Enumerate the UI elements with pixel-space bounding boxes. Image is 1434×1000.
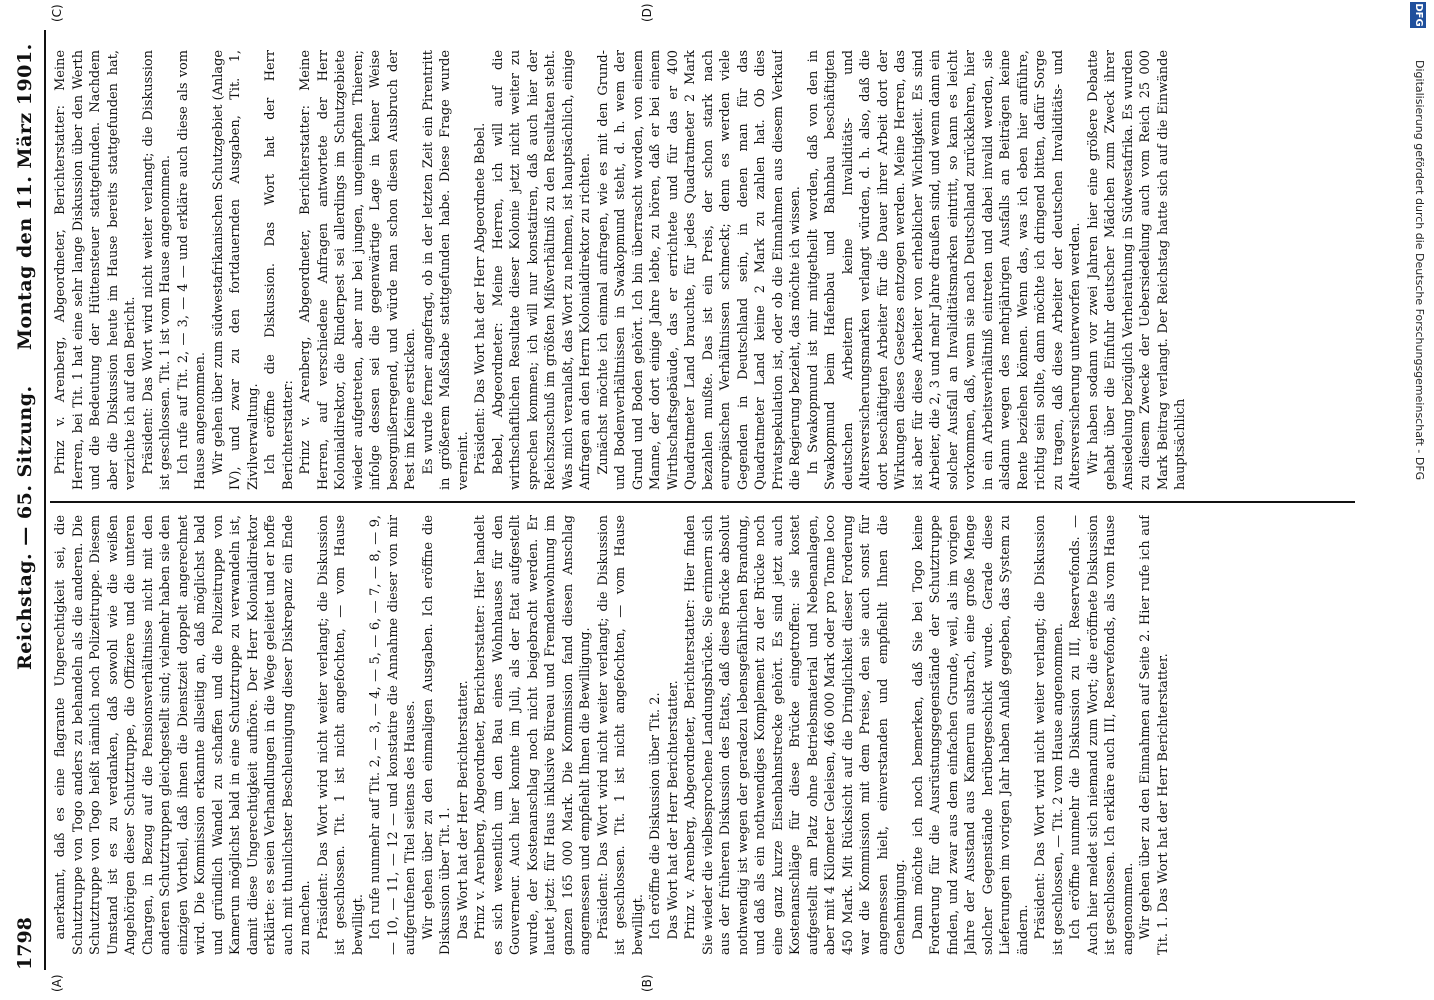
paragraph: Ich rufe nunmehr auf Tit. 2, — 3, — 4, — 5, — 6, — 7, — 8, — 9, — 10, — 11, — 12 — und konstatire die Annahme dieser von mir aufgerufenen Titel seitens des Hauses. xyxy=(368,515,418,955)
digitization-credit xyxy=(1404,0,1434,1000)
paragraph: Prinz v. Arenberg, Abgeordneter, Berichterstatter: Meine Herren, auf verschiedene Anfragen antwortete der Herr Kolonialdirektor, die Rinderpest sei allerdings im Schutzgebiete wieder aufgetreten, aber nur bei jungen, ungeimpften Thieren; infolge dessen sei die gegenwärtige Lage in keiner Weise besorgnißerregend, und würde man schon diesen Ausbruch der Pest im Keime ersticken. xyxy=(298,50,418,490)
paragraph: In Swakopmund ist mir mitgetheilt worden, daß von den in Swakopmund beim Hafenbau und Bahnbau beschäftigten deutschen Arbeitern keine Invaliditäts- und Altersversicherungsmarken verlangt würden, d. h. also, daß die dort beschäftigten Arbeiter für die Dauer ihrer Arbeit dort der Wirkungen dieses Gesetzes entzogen werden. Meine Herren, das ist aber für diese Arbeiter von erheblicher Wichtigkeit. Es sind Arbeiter, die 2, 3 und mehr Jahre draußen sind, und wenn dann ein solcher Ausfall an Invaliditätsmarken eintritt, so kann es leicht vorkommen, daß, wenn sie nach Deutschland zurückkehren, hier in ein Arbeitsverhältniß eintreten und dabei invalid werden, sie alsdann wegen des mehrjährigen Ausfalls an Beiträgen keine Rente beziehen können. Wenn das, was ich eben hier anführe, richtig sein sollte, dann möchte ich dringend bitten, dafür Sorge zu tragen, daß diese Arbeiter der deutschen Invaliditäts- und Altersversicherung unterworfen werden. xyxy=(805,50,1083,490)
paragraph: Prinz v. Arenberg, Abgeordneter, Berichterstatter: Meine Herren, bei Tit. 1 hat eine sehr lange Diskussion über den Werth und die Bedeutung der Hüttensteuer stattgefunden. Nachdem aber die Diskussion heute im Hause bereits stattgefunden hat, verzichte ich auf den Bericht. xyxy=(53,50,138,490)
paragraph: Wir gehen über zu den einmaligen Ausgaben. Ich eröffne die Diskussion über Tit. 1. xyxy=(420,515,453,955)
column-divider xyxy=(50,501,1355,503)
paragraph: Prinz v. Arenberg, Abgeordneter, Berichterstatter: Hier finden Sie wieder die vielbesprochene Landungsbrücke. Sie erinnern sich aus der früheren Diskussion des Etats, daß diese Brücke absolut nothwendig ist wegen der geradezu lebensgefährlichen Brandung, und daß als ein nothwendiges Komplement zu der Brücke noch eine ganz kurze Eisenbahnstrecke gehört. Es sind jetzt auch Kostenanschläge für diese Brücke eingetroffen: sie kostet aufgestellt am Platz ohne Betriebsmaterial und Nebenanlagen, aber mit 4 Kilometer Geleisen, 466 000 Mark oder pro Tonne loco 450 Mark. Mit Rücksicht auf die Dringlichkeit dieser Forderung war die Kommission mit dem Preise, den sie auch sonst für angemessen hielt, einverstanden und empfiehlt Ihnen die Genehmigung. xyxy=(683,515,908,955)
paragraph: Präsident: Das Wort wird nicht weiter verlangt; die Diskussion ist geschlossen, — Tit. 2 vom Hause angenommen. xyxy=(1033,515,1066,955)
paragraph: Bebel, Abgeordneter: Meine Herren, ich will auf die wirthschaftlichen Resultate dieser Kolonie jetzt nicht weiter zu sprechen kommen; ich will nur konstatiren, daß auch hier der Reichszuschuß im größten Mißverhältniß zu den Resultaten steht. Was mich veranlaßt, das Wort zu nehmen, ist hauptsächlich, einige Anfragen an den Herrn Kolonialdirektor zu richten. xyxy=(490,50,593,490)
margin-mark-c: (C) xyxy=(50,4,64,22)
page-header xyxy=(12,30,42,970)
paragraph: Ich eröffne nunmehr die Diskussion zu III, Reservefonds. — Auch hier meldet sich niemand zum Wort; die eröffnete Diskussion ist geschlossen. Ich erkläre auch III, Reservefonds, als vom Hause angenommen. xyxy=(1068,515,1136,955)
page-number: 1798 xyxy=(14,917,36,970)
left-column xyxy=(52,515,1352,955)
margin-mark-a: (A) xyxy=(50,974,64,992)
paragraph: Dann möchte ich noch bemerken, daß Sie bei Togo keine Forderung für die Ausrüstungsgegenstände der Schutztruppe finden, und zwar aus dem einfachen Grunde, weil, als im vorigen Jahre der Ausstand aus Kamerun ausbrach, eine große Menge solcher Gegenstände herübergeschickt wurde. Gerade diese Lieferungen im vorigen Jahr haben Anlaß gegeben, das System zu ändern. xyxy=(910,515,1031,955)
paragraph: Das Wort hat der Herr Berichterstatter. xyxy=(455,680,471,940)
paragraph: Präsident: Das Wort wird nicht weiter verlangt; die Diskussion ist geschlossen. Tit. 1 ist nicht angefochten, — vom Hause bewilligt. xyxy=(315,515,366,955)
paragraph: Wir haben sodann vor zwei Jahren hier eine größere Debatte gehabt über die Einfuhr deutscher Mädchen zum Zweck ihrer Ansiedelung bezüglich Verheirathung in Südwestafrika. Es wurden zu diesem Zwecke der Uebersiedelung auch vom Reich 25 000 Mark Beitrag verlangt. Der Reichstag hatte sich auf die Einwände hauptsächlich xyxy=(1085,50,1188,490)
margin-mark-d: (D) xyxy=(640,3,654,22)
paragraph: Das Wort hat der Herr Berichterstatter. xyxy=(665,680,681,940)
paragraph: Präsident: Das Wort wird nicht weiter verlangt; die Diskussion ist geschlossen. Tit. 1 ist nicht angefochten, — vom Hause bewilligt. xyxy=(595,515,646,955)
paragraph: Wir gehen über zum südwestafrikanischen Schutzgebiet (Anlage IV), und zwar zu den fortdauernden Ausgaben, Tit. 1, Zivilverwaltung. xyxy=(210,50,261,490)
credit-text: Digitalisierung gefördert durch die Deutsche Forschungsgemeinschaft - DFG xyxy=(1413,60,1426,481)
session-date: Montag den 11. März 1901. xyxy=(14,43,36,350)
dfg-logo-icon: DFG xyxy=(1410,2,1426,28)
right-column xyxy=(52,50,1352,490)
paragraph: Präsident: Das Wort hat der Herr Abgeordnete Bebel. xyxy=(473,122,488,475)
paragraph: Ich eröffne die Diskussion. Das Wort hat der Herr Berichterstatter: xyxy=(263,50,296,490)
paragraph: Ich rufe auf Tit. 2, — 3, — 4 — und erkläre auch diese als vom Hause angenommen. xyxy=(175,50,208,490)
paragraph: Präsident: Das Wort wird nicht weiter verlangt; die Diskussion ist geschlossen. Tit. 1 ist vom Hause angenommen. xyxy=(140,50,173,490)
paragraph: Ich eröffne die Diskussion über Tit. 2. xyxy=(648,692,663,940)
paragraph: Prinz v. Arenberg, Abgeordneter, Berichterstatter: Hier handelt es sich wesentlich um den Bau eines Wohnhauses für den Gouverneur. Auch hier konnte im Juli, als der Etat aufgestellt wurde, der Kostenanschlag noch nicht beigebracht werden. Er lautet jetzt: für Haus inklusive Büreau und Fremdenwohnung im ganzen 165 000 Mark. Die Kommission fand diesen Anschlag angemessen und empfiehlt Ihnen die Bewilligung. xyxy=(473,515,593,955)
paragraph: anerkannt, daß es eine flagrante Ungerechtigkeit sei, die Schutztruppe von Togo anders zu behandeln als die anderen. Die Schutztruppe von Togo heißt nämlich noch Polizeitruppe. Diesem Umstand ist es zu verdanken, daß sowohl wie die weißen Angehörigen dieser Schutztruppe, die Offiziere und die unteren Chargen, in Bezug auf die Pensionsverhältnisse nicht mit den anderen Schutztruppen gleichgestellt sind; vielmehr haben sie den einzigen Vortheil, daß ihnen die Dienstzeit doppelt angerechnet wird. Die Kommission erkannte allseitig an, daß möglichst bald und gründlich Wandel zu schaffen und die Polizeitruppe von Kamerun möglichst bald in eine Schutztruppe zu verwandeln ist, damit diese Ungerechtigkeit aufhöre. Der Herr Kolonialdirektor erklärte: es seien Verhandlungen in die Wege geleitet und er hoffe auch mit thunlichster Beschleunigung dieser Diskrepanz ein Ende zu machen. xyxy=(53,515,313,955)
margin-mark-b: (B) xyxy=(640,974,654,992)
session-title: Reichstag. — 65. Sitzung. xyxy=(14,385,36,670)
paragraph: Zunächst möchte ich einmal anfragen, wie es mit den Grund- und Bodenverhältnissen in Swakopmund steht, d. h. wem der Grund und Boden gehört. Ich bin überrascht worden, von einem Manne, der dort einige Jahre lebte, zu hören, daß er bei einem Wirthschaftsgebäude, das er errichtete und für das er 400 Quadratmeter Land brauchte, für jedes Quadratmeter 2 Mark bezahlen mußte. Das ist ein Preis, der schon stark nach europäischen Verhältnissen schmeckt; denn es werden viele Gegenden in Deutschland sein, in denen man für das Quadratmeter Land keine 2 Mark zu zahlen hat. Ob dies Privatspekulation ist, oder ob die Einnahmen aus diesem Verkauf die Regierung bezieht, das möchte ich wissen. xyxy=(595,50,803,490)
paragraph: Wir gehen über zu den Einnahmen auf Seite 2. Hier rufe ich auf Tit. 1. Das Wort hat der Herr Berichterstatter. xyxy=(1138,515,1171,955)
header-rule xyxy=(44,30,46,970)
paragraph: Es wurde ferner angefragt, ob in der letzten Zeit ein Pirentritt in größerem Maßstabe stattgefunden habe. Diese Frage wurde verneint. xyxy=(420,50,471,490)
